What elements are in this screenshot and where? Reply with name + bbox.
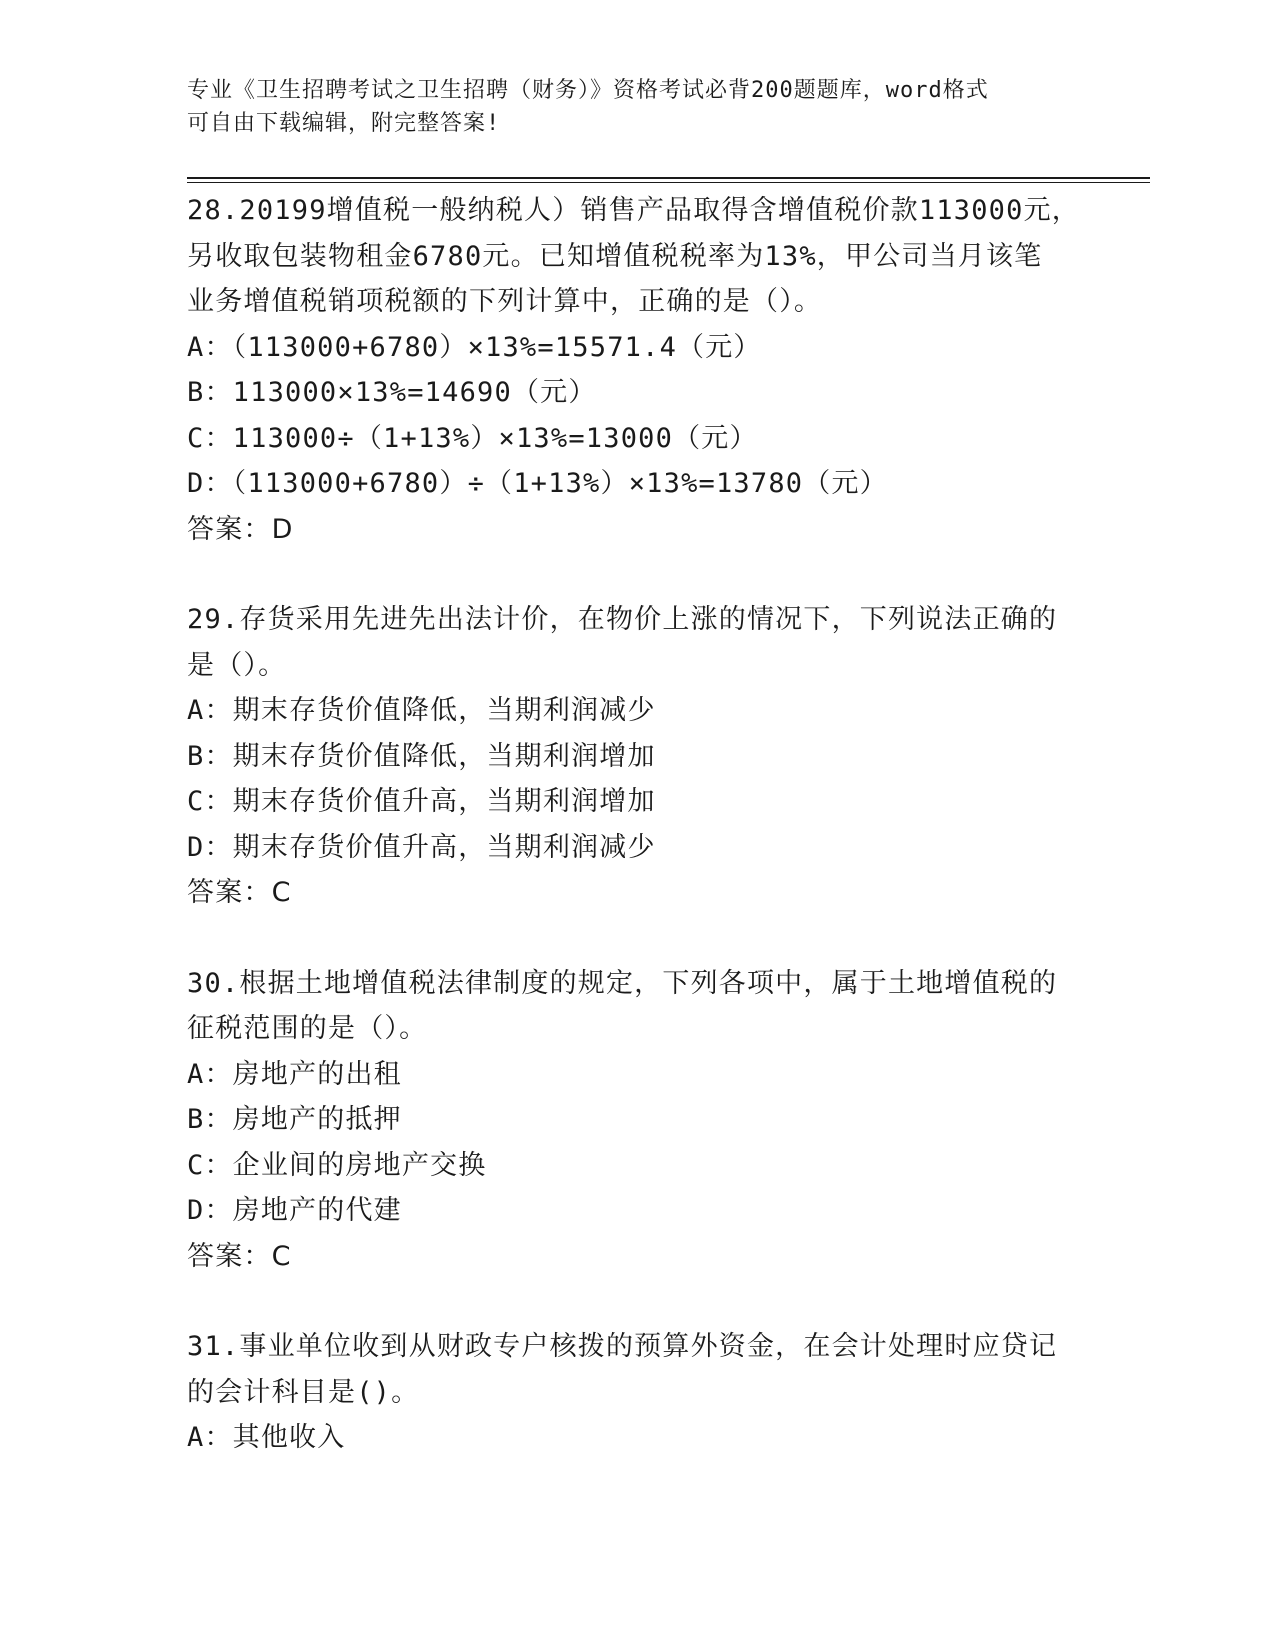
question-30	[187, 961, 1087, 1280]
question-stem-line: 征税范围的是（）。	[187, 1013, 428, 1044]
option-a: A：房地产的出租	[187, 1058, 402, 1090]
answer-text: 答案：C	[187, 877, 292, 908]
question-31	[187, 1324, 1087, 1461]
header-title-line-2: 可自由下载编辑，附完整答案!	[187, 111, 501, 136]
option-a: A：期末存货价值降低，当期利润减少	[187, 695, 656, 726]
option-c: C：期末存货价值升高，当期利润增加	[187, 786, 656, 817]
question-stem-line: 是（）。	[187, 649, 287, 681]
answer-text: 答案：D	[187, 513, 294, 545]
question-stem-line: 29.存货采用先进先出法计价，在物价上涨的情况下，下列说法正确的	[187, 604, 1058, 635]
option-b: B：房地产的抵押	[187, 1104, 402, 1135]
question-stem-line: 另收取包装物租金6780元。已知增值税税率为13%，甲公司当月该笔	[187, 240, 1043, 272]
question-28	[187, 188, 1087, 552]
option-c: C：113000÷（1+13%）×13%=13000（元）	[187, 422, 758, 454]
option-c: C：企业间的房地产交换	[187, 1149, 487, 1181]
document-header	[187, 74, 1067, 140]
question-29	[187, 597, 1087, 916]
option-a: A：（113000+6780）×13%=15571.4（元）	[187, 331, 762, 363]
option-b: B：113000×13%=14690（元）	[187, 377, 597, 408]
header-divider-thin	[187, 182, 1150, 183]
question-stem-line: 31.事业单位收到从财政专户核拨的预算外资金，在会计处理时应贷记	[187, 1331, 1058, 1362]
answer-text: 答案：C	[187, 1240, 292, 1272]
option-d: D：期末存货价值升高，当期利润减少	[187, 831, 656, 863]
option-d: D：房地产的代建	[187, 1195, 402, 1226]
header-title-line-1: 专业《卫生招聘考试之卫生招聘（财务）》资格考试必背200题题库，word格式	[187, 78, 989, 103]
question-stem-line: 的会计科目是()。	[187, 1376, 420, 1408]
question-list	[187, 188, 1087, 1506]
question-stem-line: 业务增值税销项税额的下列计算中，正确的是（）。	[187, 286, 823, 317]
question-stem-line: 30.根据土地增值税法律制度的规定，下列各项中，属于土地增值税的	[187, 967, 1058, 999]
option-d: D：（113000+6780）÷（1+13%）×13%=13780（元）	[187, 468, 888, 499]
option-b: B：期末存货价值降低，当期利润增加	[187, 740, 656, 772]
option-a: A：其他收入	[187, 1422, 346, 1453]
header-divider-thick	[187, 177, 1150, 179]
question-stem-line: 28.20199增值税一般纳税人）销售产品取得含增值税价款113000元，	[187, 195, 1080, 226]
